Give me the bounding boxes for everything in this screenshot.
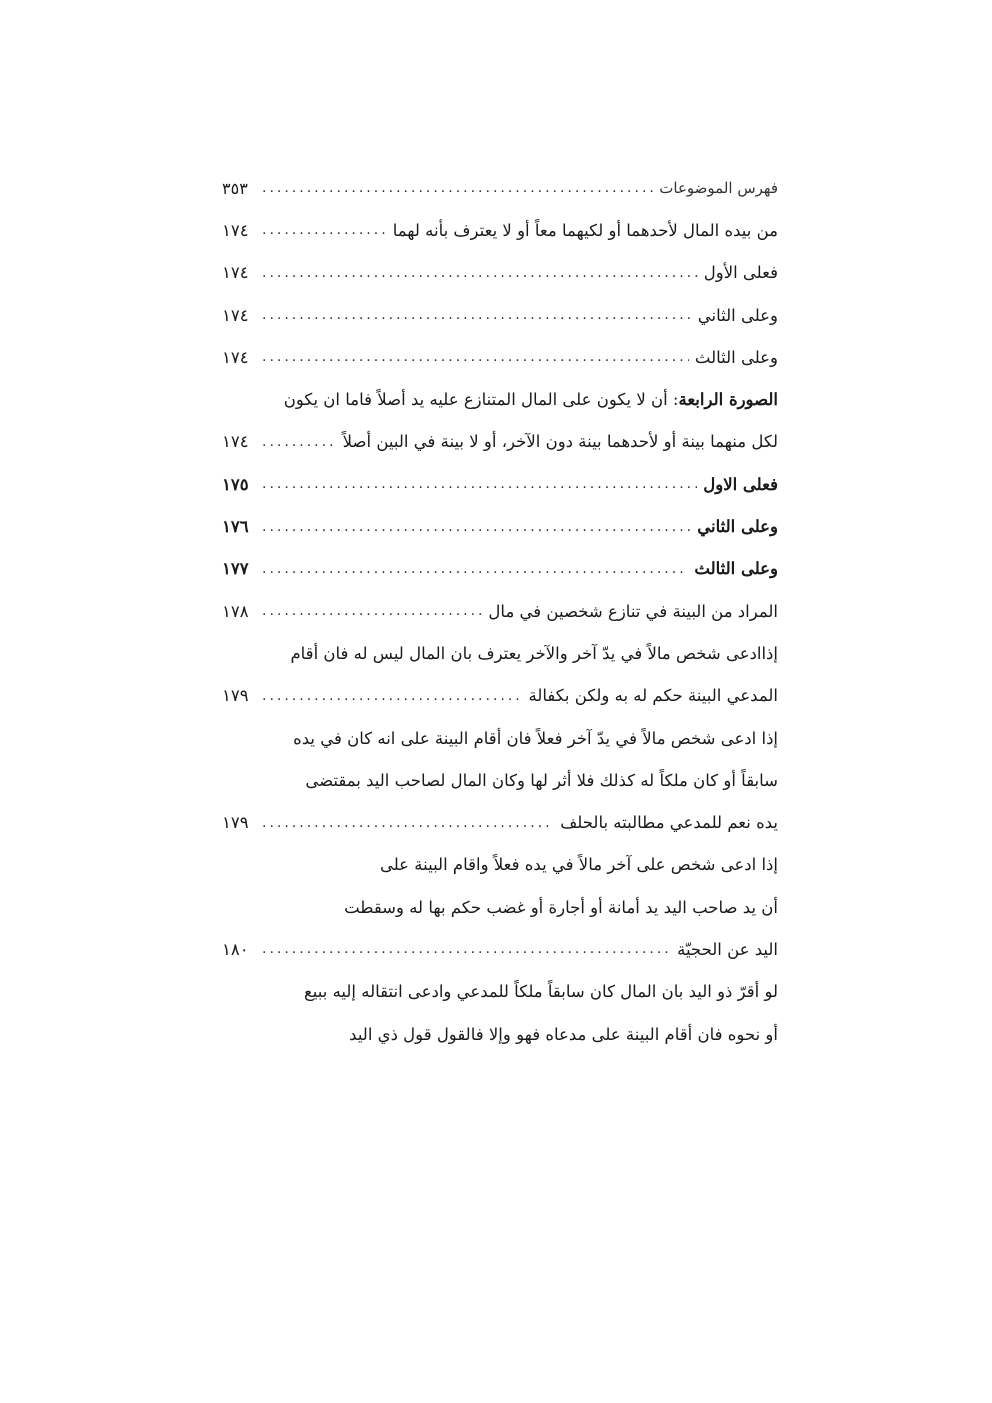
table-of-contents (222, 167, 778, 1055)
toc-entry (222, 505, 778, 547)
toc-entry-page: ١٧٨ (222, 601, 249, 621)
toc-entry-text: وعلى الثالث (694, 347, 778, 367)
toc-entry-page: ١٨٠ (222, 939, 249, 959)
toc-entry-text: من بيده المال لأحدهما أو لكيهما معاً أو لا يعترف بأنه لهما (392, 220, 778, 240)
toc-entry (222, 801, 778, 843)
toc-entry-text: أو نحوه فان أقام البينة على مدعاه فهو وإلا فالقول قول ذي اليد (349, 1024, 778, 1044)
toc-entry-continuation (222, 886, 778, 928)
toc-entry-text: فعلى الأول (703, 263, 778, 283)
leader-dots (262, 222, 387, 238)
toc-entry-text: لكل منهما بينة أو لأحدهما بينة دون الآخر، أو لا بينة في البين أصلاً (342, 432, 778, 452)
toc-entry-text (284, 390, 778, 409)
toc-entry-continuation (222, 1013, 778, 1055)
leader-dots (262, 688, 523, 704)
toc-entry (222, 336, 778, 378)
toc-entry-page: ١٧٩ (222, 813, 249, 833)
leader-dots (262, 941, 671, 957)
toc-entry-continuation (222, 378, 778, 420)
toc-entry (222, 294, 778, 336)
toc-entry-page: ١٧٤ (222, 220, 249, 240)
leader-dots (262, 349, 689, 365)
toc-entry (222, 590, 778, 632)
leader-dots (262, 815, 554, 831)
toc-entry-text: أن يد صاحب اليد يد أمانة أو أجارة أو غضب حكم بها له وسقطت (344, 897, 778, 917)
toc-entry-page: ١٧٥ (222, 474, 249, 494)
leader-dots (262, 434, 337, 450)
toc-entry-page: ١٧٤ (222, 305, 249, 325)
toc-entry (222, 421, 778, 463)
toc-entry-page: ١٧٩ (222, 686, 249, 706)
header-page-number: ٣٥٣ (222, 178, 248, 198)
toc-entry (222, 463, 778, 505)
toc-entry-text: إذاادعى شخص مالاً في يدّ آخر والآخر يعترف بان المال ليس له فان أقام (290, 643, 778, 663)
toc-entry-page: ١٧٦ (222, 517, 249, 537)
toc-entry-text: المراد من البينة في تنازع شخصين في مال (488, 601, 778, 621)
header-title: فهرس الموضوعات (659, 179, 778, 198)
leader-dots (262, 180, 653, 196)
toc-entry (222, 928, 778, 970)
leader-dots (262, 603, 482, 619)
toc-entry-continuation (222, 844, 778, 886)
toc-entry-text: وعلى الثالث (694, 559, 778, 579)
toc-entry-page: ١٧٤ (222, 347, 249, 367)
leader-dots (262, 476, 697, 492)
toc-entry-page: ١٧٤ (222, 263, 249, 283)
toc-entry-continuation (222, 632, 778, 674)
toc-entry-text: يده نعم للمدعي مطالبته بالحلف (560, 813, 778, 833)
toc-entry-text: فعلى الاول (703, 474, 778, 494)
toc-entry-text: إذا ادعى شخص على آخر مالاً في يده فعلاً واقام البينة على (379, 855, 778, 875)
toc-entry-text: المدعي البينة حكم له به ولكن بكفالة (528, 686, 778, 706)
section-heading: الصورة الرابعة (678, 390, 778, 410)
toc-entry-continuation (222, 759, 778, 801)
toc-entry-text: وعلى الثاني (697, 305, 778, 325)
leader-dots (262, 307, 692, 323)
toc-entry-text: اليد عن الحجيّة (677, 939, 778, 959)
toc-entry-text: وعلى الثاني (697, 517, 778, 537)
toc-entry (222, 252, 778, 294)
leader-dots (262, 561, 688, 577)
toc-entry (222, 209, 778, 251)
toc-entry-continuation (222, 717, 778, 759)
toc-entry-continuation (222, 971, 778, 1013)
toc-entry (222, 548, 778, 590)
toc-entry-text: إذا ادعى شخص مالاً في يدّ آخر فعلاً فان أقام البينة على انه كان في يده (293, 728, 778, 748)
toc-entry (222, 675, 778, 717)
toc-entry-page: ١٧٤ (222, 432, 249, 452)
leader-dots (262, 519, 691, 535)
leader-dots (262, 265, 698, 281)
toc-entry-text: سابقاً أو كان ملكاً له كذلك فلا أثر لها وكان المال لصاحب اليد بمقتضى (305, 770, 778, 790)
page-header (222, 167, 778, 209)
toc-entry-page: ١٧٧ (222, 559, 249, 579)
toc-entry-text: لو أقرّ ذو اليد بان المال كان سابقاً ملكاً للمدعي وادعى انتقاله إليه ببيع (304, 982, 778, 1002)
section-heading-text: : أن لا يكون على المال المتنازع عليه يد أصلاً فاما ان يكون (283, 390, 679, 410)
